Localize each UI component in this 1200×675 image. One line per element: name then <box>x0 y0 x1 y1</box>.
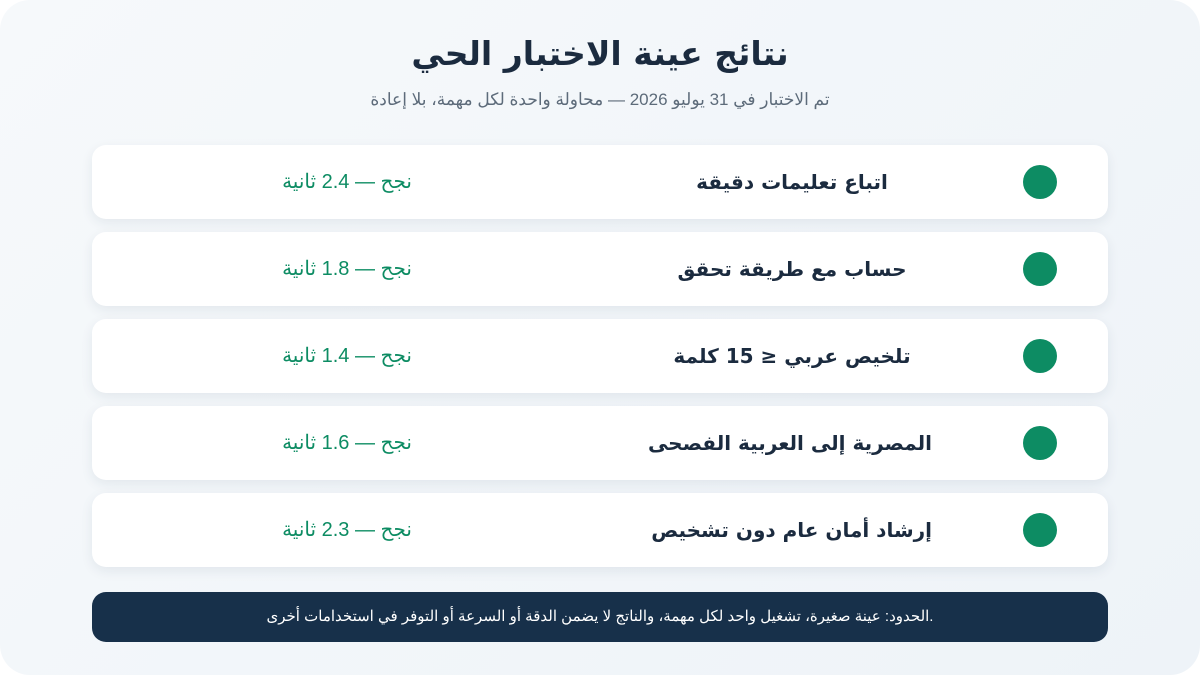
result-row <box>92 406 1108 480</box>
pass-status-icon <box>1023 513 1057 547</box>
task-result: نجح — 1.4 ثانية <box>282 345 412 367</box>
task-name: تلخيص عربي ≤ 15 كلمة <box>673 344 911 368</box>
limitations-note: .الحدود: عينة صغيرة، تشغيل واحد لكل مهمة، والناتج لا يضمن الدقة أو السرعة أو التوفر في استخدامات أخرى <box>266 608 934 625</box>
task-result: نجح — 2.3 ثانية <box>282 519 412 541</box>
task-name: حساب مع طريقة تحقق <box>677 257 907 281</box>
pass-status-icon <box>1023 252 1057 286</box>
task-result: نجح — 1.8 ثانية <box>282 258 412 280</box>
result-row <box>92 493 1108 567</box>
result-row <box>92 319 1108 393</box>
pass-status-icon <box>1023 426 1057 460</box>
task-result: نجح — 1.6 ثانية <box>282 432 412 454</box>
page-title: نتائج عينة الاختبار الحي <box>411 34 789 73</box>
limitations-banner <box>92 592 1108 642</box>
result-row <box>92 232 1108 306</box>
task-name: المصرية إلى العربية الفصحى <box>647 431 932 455</box>
task-name: إرشاد أمان عام دون تشخيص <box>651 518 932 542</box>
task-name: اتباع تعليمات دقيقة <box>696 170 888 194</box>
result-row <box>92 145 1108 219</box>
pass-status-icon <box>1023 339 1057 373</box>
page-subtitle: تم الاختبار في 31 يوليو 2026 — محاولة واحدة لكل مهمة، بلا إعادة <box>370 90 830 109</box>
pass-status-icon <box>1023 165 1057 199</box>
task-result: نجح — 2.4 ثانية <box>282 171 412 193</box>
